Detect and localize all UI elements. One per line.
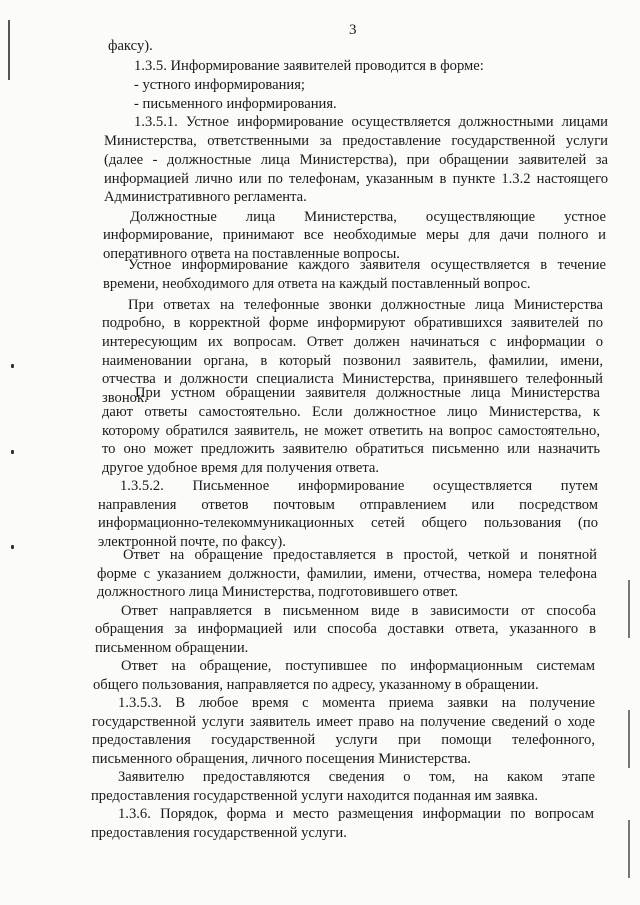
text-line: факсу). <box>108 38 153 54</box>
text-line: При ответах на телефонные звонки должностные лица Министерства <box>128 297 603 313</box>
text-line: письменного обращения, личного посещения Министерства. <box>92 751 471 767</box>
text-line: электронной почте, по факсу). <box>98 534 286 550</box>
text-line: информирование, принимают все необходимые меры для дачи полного и <box>103 227 606 243</box>
text-line: 1.3.5. Информирование заявителей проводится в форме: <box>134 58 484 74</box>
scan-right-margin-mark <box>628 710 630 768</box>
text-line: При устном обращении заявителя должностные лица Министерства <box>135 385 600 401</box>
text-line: информацией лично или по телефонам, указанным в пункте 1.3.2 настоящего <box>104 171 608 187</box>
scan-hole-dot <box>11 364 14 368</box>
text-line: 1.3.5.1. Устное информирование осуществляется должностными лицами <box>134 114 608 130</box>
text-line: Должностные лица Министерства, осуществляющие устное <box>130 209 606 225</box>
text-line: общего пользования, направляется по адресу, указанному в обращении. <box>93 677 539 693</box>
scan-hole-dot <box>11 545 14 549</box>
text-line: Устное информирование каждого заявителя осуществляется в течение <box>128 257 606 273</box>
text-line: - письменного информирования. <box>134 96 337 112</box>
text-line: должностного лица Министерства, подготовившего ответ. <box>97 584 459 600</box>
text-line: письменном обращении. <box>95 640 249 656</box>
scan-right-margin-mark <box>628 820 630 878</box>
text-line: другое удобное время для получения ответа. <box>102 460 380 476</box>
text-line: информационно-телекоммуникационных сетей общего пользования (по <box>98 515 598 531</box>
text-line: то оно может предложить заявителю обратиться письменно или назначить <box>102 441 600 457</box>
text-line: отчества и должности специалиста Министерства, принявшего телефонный <box>102 371 603 387</box>
text-line: Ответ направляется в письменном виде в зависимости от способа <box>121 603 596 619</box>
text-line: - устного информирования; <box>134 77 305 93</box>
text-line: наименовании органа, в который позвонил заявитель, фамилии, имени, <box>102 353 603 369</box>
text-line: обращения за информацией или способа доставки ответа, указанного в <box>95 621 596 637</box>
text-line: государственной услуги заявитель имеет право на получение сведений о ходе <box>92 714 595 730</box>
page-number: 3 <box>349 22 357 38</box>
text-line: Ответ на обращение, поступившее по информационным системам <box>121 658 595 674</box>
text-line: дают ответы самостоятельно. Если должностное лицо Министерства, к <box>102 404 600 420</box>
text-line: времени, необходимого для ответа на каждый поставленный вопрос. <box>103 276 531 292</box>
scan-right-margin-mark <box>628 580 630 638</box>
text-line: направления ответов почтовым отправлением или посредством <box>98 497 598 513</box>
scan-left-margin-mark <box>8 20 10 80</box>
text-line: оперативного ответа на поставленные вопросы. <box>103 246 400 262</box>
text-line: (далее - должностные лица Министерства), при обращении заявителей за <box>104 152 608 168</box>
text-line: Ответ на обращение предоставляется в простой, четкой и понятной <box>123 547 597 563</box>
text-line: звонок. <box>102 390 148 406</box>
text-line: предоставления государственной услуги при помощи телефонного, <box>92 732 595 748</box>
text-line: Заявителю предоставляются сведения о том, на каком этапе <box>118 769 595 785</box>
text-line: Административного регламента. <box>104 189 307 205</box>
text-line: 1.3.5.2. Письменное информирование осуществляется путем <box>120 478 598 494</box>
text-line: предоставления государственной услуги. <box>91 825 347 841</box>
text-line: 1.3.6. Порядок, форма и место размещения информации по вопросам <box>118 806 594 822</box>
text-line: подробно, в корректной форме информируют обратившихся заявителей по <box>102 315 603 331</box>
text-line: 1.3.5.3. В любое время с момента приема заявки на получение <box>118 695 595 711</box>
text-line: форме с указанием должности, фамилии, имени, отчества, номера телефона <box>97 566 597 582</box>
text-line: интересующим их вопросам. Ответ должен начинаться с информации о <box>102 334 603 350</box>
scan-hole-dot <box>11 450 14 454</box>
text-line: предоставления государственной услуги находится поданная им заявка. <box>91 788 538 804</box>
text-line: Министерства, ответственными за предоставление государственной услуги <box>104 133 608 149</box>
text-line: которому обратился заявитель, не может ответить на вопрос самостоятельно, <box>102 423 600 439</box>
